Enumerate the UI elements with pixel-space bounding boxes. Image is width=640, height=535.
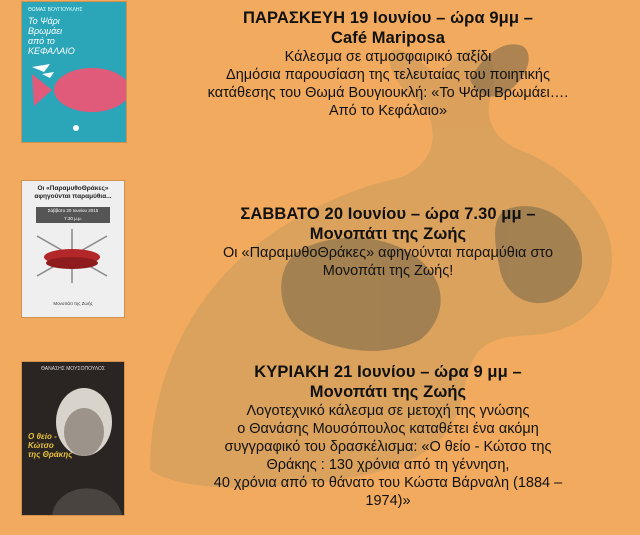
event-friday-heading: ΠΑΡΑΣΚΕΥΗ 19 Ιουνίου – ώρα 9μμ –	[242, 9, 534, 27]
poster1-title: Το Ψάρι Βρωμάει από το ΚΕΦΑΛΑΙΟ	[28, 16, 75, 56]
book-cover-portrait	[22, 362, 124, 515]
event-sunday-heading: ΚΥΡΙΑΚΗ 21 Ιουνίου – ώρα 9 μμ –	[254, 363, 522, 381]
event-sunday-venue: Μονοπάτι της Ζωής	[309, 383, 467, 401]
event-saturday-heading: ΣΑΒΒΑΤΟ 20 Ιουνίου – ώρα 7.30 μμ –	[240, 205, 536, 223]
event-sunday-description: Λογοτεχνικό κάλεσμα σε μετοχή της γνώσης ο Θανάσης Μουσόπουλος καταθέτει ένα ακόμη συγγραφικό του δρασκέλισμα: «Ο θείο - Κώτσο της Θράκης : 130 χρόνια από τη γέννηση, 40 χρόνια από το θάνατο του Κώστα Βάρναλη (1884 – 1974)»	[213, 403, 563, 509]
poster2-title: Οι «ΠαραμυθοΘράκες» αφηγούνται παραμύθια...	[34, 185, 112, 200]
red-ropes-illustration-icon	[22, 181, 124, 317]
event-saturday	[148, 204, 628, 280]
event-sunday	[148, 362, 628, 510]
poster1-author: ΘΩΜΑΣ ΒΟΥΓΙΟΥΚΛΗΣ	[28, 7, 83, 13]
poster-storytellers	[22, 181, 124, 317]
event-saturday-venue: Μονοπάτι της Ζωής	[309, 225, 467, 243]
book-cover-fish	[22, 2, 126, 142]
poster2-venue: Μονοπάτι της Ζωής	[53, 301, 93, 306]
event-friday-venue: Café Mariposa	[330, 29, 446, 47]
poster3-author: ΘΑΝΑΣΗΣ ΜΟΥΣΟΠΟΥΛΟΣ	[41, 366, 105, 372]
fish-illustration-icon	[22, 2, 126, 142]
event-friday-description: Κάλεσμα σε ατμοσφαιρικό ταξίδι Δημόσια παρουσίαση της τελευταίας του ποιητικής κατάθεσης του Θωμά Βουγιουκλή: «Το Ψάρι Βρωμάει…. Από το Κεφάλαιο»	[207, 49, 569, 119]
event-friday	[148, 8, 628, 120]
poster2-date-box: Σάββατο 20 Ιουνίου 2015 7.30 μ.μ.	[36, 207, 110, 223]
event-saturday-description: Οι «ΠαραμυθοΘράκες» αφηγούνται παραμύθια στο Μονοπάτι της Ζωής!	[222, 245, 554, 279]
poster3-title: Ο θείο - Κώτσο της Θράκης	[28, 432, 73, 459]
